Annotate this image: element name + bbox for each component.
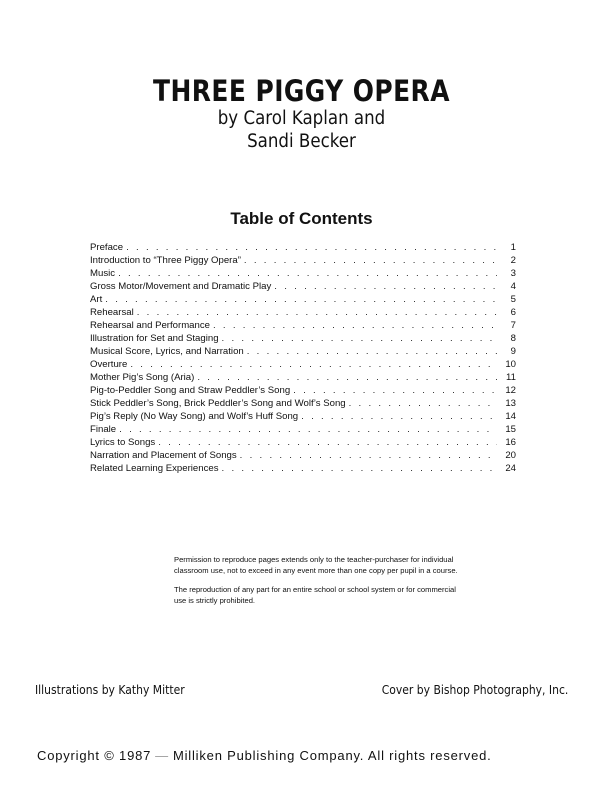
- toc-leader-dots: [240, 449, 497, 462]
- toc-entry-page: 11: [506, 372, 516, 383]
- copyright-text: Copyright © 1987: [37, 748, 152, 763]
- toc-entry-title: Pig’s Reply (No Way Song) and Wolf’s Huff Song: [90, 411, 299, 422]
- toc-entry: [90, 371, 516, 384]
- toc-leader-dots: [222, 332, 497, 345]
- cover-credit: Cover by Bishop Photography, Inc.: [381, 683, 568, 697]
- toc-entry-title: Musical Score, Lyrics, and Narration: [90, 346, 244, 357]
- toc-leader-dots: [105, 293, 497, 306]
- toc-entry: [90, 345, 516, 358]
- toc-entry-title: Music: [90, 268, 116, 279]
- toc-entry-title: Related Learning Experiences: [90, 463, 219, 474]
- toc-leader-dots: [213, 319, 497, 332]
- toc-leader-dots: [137, 306, 497, 319]
- toc-entry-title: Gross Motor/Movement and Dramatic Play: [90, 281, 272, 292]
- toc-entry: [90, 449, 516, 462]
- toc-entry-page: 7: [510, 320, 516, 331]
- toc-entry-page: 15: [505, 424, 516, 435]
- toc-entry: [90, 241, 516, 254]
- toc-entry-page: 12: [505, 385, 516, 396]
- toc-entry-title: Rehearsal: [90, 307, 134, 318]
- toc-leader-dots: [274, 280, 497, 293]
- table-of-contents: [90, 241, 516, 475]
- toc-entry: [90, 319, 516, 332]
- book-title: THREE PIGGY OPERA: [153, 74, 450, 108]
- toc-entry: [90, 462, 516, 475]
- toc-entry: [90, 267, 516, 280]
- toc-entry-title: Mother Pig’s Song (Aria): [90, 372, 195, 383]
- toc-entry-page: 4: [510, 281, 516, 292]
- reproduction-paragraph: The reproduction of any part for an entire school or school system or for commercial use is strictly prohibited.: [174, 585, 456, 605]
- publisher-text: Milliken Publishing Company. All rights reserved.: [172, 748, 492, 763]
- toc-entry-title: Illustration for Set and Staging: [90, 333, 219, 344]
- toc-entry: [90, 254, 516, 267]
- toc-leader-dots: [130, 358, 497, 371]
- toc-leader-dots: [158, 436, 497, 449]
- toc-entry-page: 9: [510, 346, 516, 357]
- toc-entry-page: 3: [510, 268, 516, 279]
- toc-entry-title: Lyrics to Songs: [90, 437, 156, 448]
- toc-entry: [90, 423, 516, 436]
- toc-leader-dots: [349, 397, 497, 410]
- toc-entry: [90, 280, 516, 293]
- toc-entry-page: 8: [510, 333, 516, 344]
- author-line-1: by Carol Kaplan and: [217, 108, 386, 129]
- toc-entry: [90, 332, 516, 345]
- toc-entry-title: Rehearsal and Performance: [90, 320, 210, 331]
- toc-entry-title: Narration and Placement of Songs: [90, 450, 237, 461]
- toc-leader-dots: [119, 423, 497, 436]
- toc-entry-page: 1: [510, 242, 516, 253]
- toc-entry-title: Overture: [90, 359, 128, 370]
- toc-entry-title: Introduction to “Three Piggy Opera”: [90, 255, 241, 266]
- toc-leader-dots: [244, 254, 497, 267]
- toc-entry-page: 5: [510, 294, 516, 305]
- toc-leader-dots: [293, 384, 497, 397]
- toc-entry-title: Pig-to-Peddler Song and Straw Peddler’s Song: [90, 385, 291, 396]
- toc-entry: [90, 293, 516, 306]
- toc-entry-page: 13: [505, 398, 516, 409]
- toc-entry-page: 2: [510, 255, 516, 266]
- toc-entry-page: 10: [505, 359, 516, 370]
- copyright-line: [37, 748, 573, 763]
- illustrations-credit: Illustrations by Kathy Mitter: [35, 683, 185, 697]
- toc-entry-page: 6: [510, 307, 516, 318]
- toc-entry-page: 24: [505, 463, 516, 474]
- toc-leader-dots: [118, 267, 497, 280]
- toc-entry: [90, 397, 516, 410]
- toc-entry: [90, 410, 516, 423]
- toc-entry: [90, 306, 516, 319]
- toc-entry-page: 20: [505, 450, 516, 461]
- toc-entry-page: 16: [505, 437, 516, 448]
- toc-leader-dots: [247, 345, 497, 358]
- toc-leader-dots: [126, 241, 497, 254]
- toc-leader-dots: [301, 410, 497, 423]
- toc-entry: [90, 436, 516, 449]
- toc-leader-dots: [222, 462, 497, 475]
- toc-heading: Table of Contents: [230, 209, 373, 228]
- toc-entry-title: Art: [90, 294, 103, 305]
- copyright-dash: —: [155, 748, 169, 763]
- permission-notice: [174, 554, 464, 614]
- toc-leader-dots: [197, 371, 497, 384]
- toc-entry-page: 14: [505, 411, 516, 422]
- permission-paragraph: Permission to reproduce pages extends only to the teacher-purchaser for individual classroom use, not to exceed in any event more than one copy per pupil in a course.: [174, 555, 458, 575]
- toc-entry: [90, 358, 516, 371]
- toc-entry-title: Stick Peddler’s Song, Brick Peddler’s Song and Wolf’s Song: [90, 398, 346, 409]
- toc-entry-title: Preface: [90, 242, 124, 253]
- author-line-2: Sandi Becker: [247, 131, 356, 152]
- toc-entry: [90, 384, 516, 397]
- toc-entry-title: Finale: [90, 424, 117, 435]
